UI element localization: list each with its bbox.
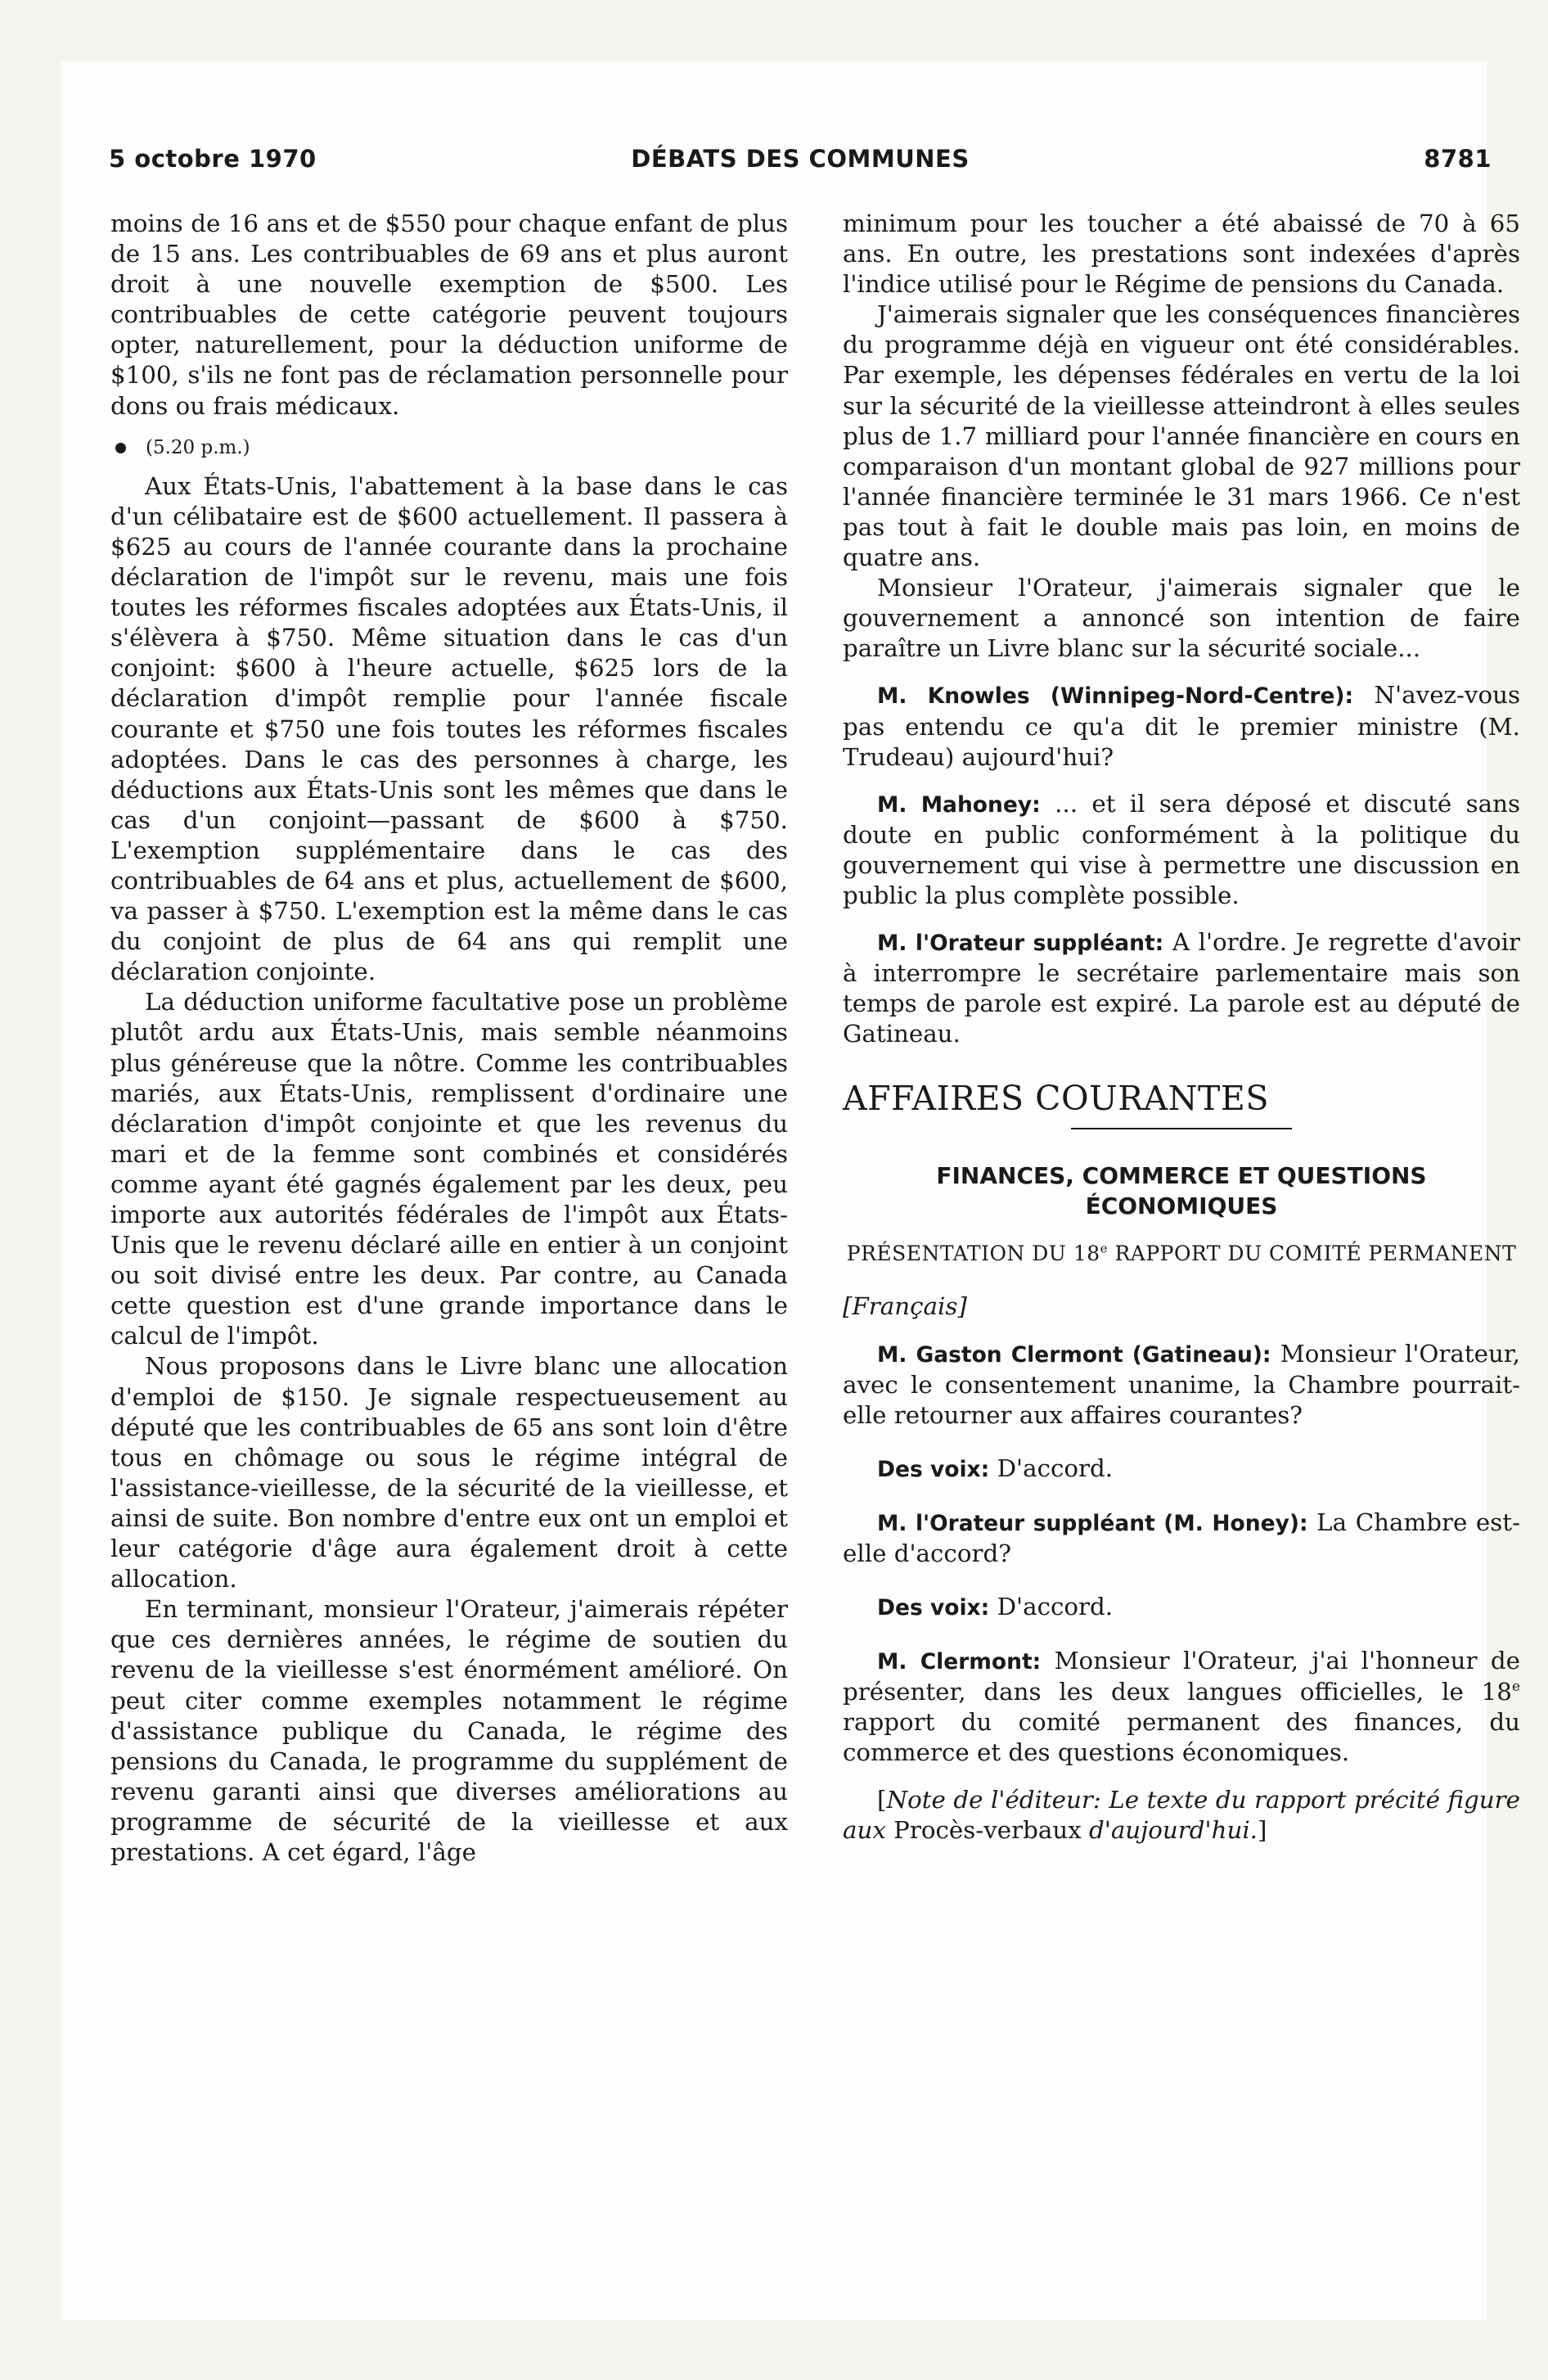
language-tag (843, 1291, 1520, 1322)
speaker-name: M. Gaston Clermont (Gatineau): (877, 1341, 1271, 1368)
speech-acting-speaker (843, 927, 1520, 1049)
speaker-name: M. l'Orateur suppléant: (877, 931, 1164, 957)
speech-text: Monsieur l'Orateur, avec le consentement unanime, la Chambre pourrait-elle retourner aux affaires courantes? (843, 1339, 1520, 1429)
header-page-number: 8781 (1424, 145, 1492, 173)
bullet-icon (115, 443, 126, 453)
speech-honey (843, 1508, 1520, 1569)
speech-clermont-2 (843, 1646, 1520, 1768)
left-column (110, 209, 788, 1868)
left-paragraph-1: moins de 16 ans et de $550 pour chaque enfant de plus de 15 ans. Les contribuables de 69 ans et plus auront droit à une nouvelle exemption de $500. Les contribuables de cette catégorie peuvent toujours opter, naturellement, pour la déduction uniforme de $100, s'ils ne font pas de réclamation personnelle pour dons ou frais médicaux. (110, 210, 788, 420)
note-roman: Procès-verbaux (885, 1815, 1090, 1844)
note-bracket-close: ] (1258, 1815, 1267, 1844)
left-paragraph-2: Aux États-Unis, l'abattement à la base dans le cas d'un célibataire est de $600 actuellement. Il passera à $625 au cours de l'année courante dans la prochaine déclaration de l'impôt sur le revenu, mais une fois toutes les réformes fiscales adoptées aux États-Unis, il s'élèvera à $750. Même situation dans le cas d'un conjoint: $600 à l'heure actuelle, $625 lors de la déclaration d'impôt remplie pour l'année fiscale courante et $750 une fois toutes les réformes fiscales adoptées. Dans le cas des personnes à charge, les déductions aux États-Unis sont les mêmes que dans le cas d'un conjoint—passant de $600 à $750. L'exemption supplémentaire dans le cas des contribuables de 64 ans et plus, actuellement de $600, va passer à $750. L'exemption est la même dans le cas du conjoint de plus de 64 ans qui remplit une déclaration conjointe. (110, 471, 788, 986)
speech-knowles (843, 680, 1520, 772)
speech-clermont-1 (843, 1339, 1520, 1431)
subsection-title: FINANCES, COMMERCE ET QUESTIONS ÉCONOMIQUES (936, 1162, 1427, 1220)
header-title: DÉBATS DES COMMUNES (631, 145, 970, 173)
language-tag-text: [Français] (843, 1292, 967, 1321)
right-column (843, 209, 1520, 1846)
speech-text: N'avez-vous pas entendu ce qu'a dit le premier ministre (M. Trudeau) aujourd'hui? (843, 681, 1520, 771)
speech-sup: e (1511, 1679, 1520, 1696)
right-paragraph-3: Monsieur l'Orateur, j'aimerais signaler que le gouvernement a annoncé son intention de faire paraître un Livre blanc sur la sécurité sociale... (843, 574, 1520, 663)
editor-note (843, 1785, 1520, 1846)
note-italic: Note de l'éditeur: Le texte du rapport précité figure aux (843, 1785, 1520, 1844)
header-date: 5 octobre 1970 (109, 145, 317, 173)
section-title: AFFAIRES COURANTES (843, 1079, 1269, 1119)
speech-text: D'accord. (997, 1593, 1114, 1621)
report-heading-sup: e (1100, 1242, 1109, 1257)
note-bracket-open: [ (877, 1785, 887, 1814)
left-paragraph-3: La déduction uniforme facultative pose un problème plutôt ardu aux États-Unis, mais semble néanmoins plus généreuse que la nôtre. Comme les contribuables mariés, aux États-Unis, remplissent d'ordinaire une déclaration d'impôt conjointe et que les revenus du mari et de la femme sont combinés et considérés comme ayant été gagnés également par les deux, peu importe aux autorités fédérales de l'impôt aux États-Unis que le revenu déclaré aille en entier à un conjoint ou soit divisé entre les deux. Par contre, au Canada cette question est d'une grande importance dans le calcul de l'impôt. (110, 988, 788, 1350)
report-heading-post: RAPPORT DU COMITÉ PERMANENT (1108, 1242, 1517, 1266)
page (61, 61, 1520, 2320)
time-marker-text: (5.20 p.m.) (146, 436, 250, 458)
time-marker (110, 433, 788, 463)
speech-voices-1 (843, 1454, 1520, 1485)
speech-text-post: rapport du comité permanent des finances, du commerce et des questions économiques. (843, 1708, 1520, 1767)
speaker-name: M. Clermont: (877, 1649, 1042, 1675)
speech-text: A l'ordre. Je regrette d'avoir à interrompre le secrétaire parlementaire mais son temps de parole est expiré. La parole est au député de Gatineau. (843, 928, 1520, 1048)
note-italic-2: d'aujourd'hui. (1089, 1815, 1258, 1844)
speech-text-pre: Monsieur l'Orateur, j'ai l'honneur de présenter, dans les deux langues officielles, le 18 (843, 1647, 1520, 1706)
speaker-name: M. Knowles (Winnipeg-Nord-Centre): (877, 683, 1354, 710)
speaker-name: M. l'Orateur suppléant (M. Honey): (877, 1510, 1308, 1536)
report-heading-pre: PRÉSENTATION DU 18 (846, 1242, 1100, 1266)
speech-text: La Chambre est-elle d'accord? (843, 1508, 1520, 1567)
speech-text: D'accord. (997, 1454, 1114, 1482)
page-header (109, 145, 1492, 181)
speech-text: ... et il sera déposé et discuté sans doute en public conformément à la politique du gouvernement qui vise à permettre une discussion en public la plus complète possible. (843, 789, 1520, 909)
left-paragraph-5: En terminant, monsieur l'Orateur, j'aimerais répéter que ces dernières années, le régime de soutien du revenu de la vieillesse s'est énormément amélioré. On peut citer comme exemples notamment le régime d'assistance publique du Canada, le régime des pensions du Canada, le programme du supplément de revenu garanti ainsi que diverses améliorations au programme de sécurité de la vieillesse et aux prestations. A cet égard, l'âge (110, 1595, 788, 1866)
right-paragraph-1: minimum pour les toucher a été abaissé de 70 à 65 ans. En outre, les prestations sont indexées d'après l'indice utilisé pour le Régime de pensions du Canada. (843, 210, 1520, 299)
left-paragraph-4: Nous proposons dans le Livre blanc une allocation d'emploi de $150. Je signale respectueusement au député que les contribuables de 65 ans sont loin d'être tous en chômage ou sous le régime intégral de l'assistance-vieillesse, de la sécurité de la vieillesse, et ainsi de suite. Bon nombre d'entre eux ont un emploi et leur catégorie d'âge aura également droit à cette allocation. (110, 1352, 788, 1593)
speaker-name: Des voix: (877, 1595, 990, 1621)
report-heading (843, 1241, 1520, 1267)
speech-voices-2 (843, 1592, 1520, 1623)
speaker-name: M. Mahoney: (877, 791, 1041, 818)
right-paragraph-2: J'aimerais signaler que les conséquences financières du programme déjà en vigueur ont été considérables. Par exemple, les dépenses fédérales en vertu de la loi sur la sécurité de la vieillesse atteindront à elles seules plus de 1.7 milliard pour l'année financière en cours en comparaison d'un montant global de 927 millions pour l'année financière terminée le 31 mars 1966. Ce n'est pas tout à fait le double mais pas loin, en moins de quatre ans. (843, 300, 1520, 572)
section-divider (1071, 1128, 1292, 1129)
speaker-name: Des voix: (877, 1456, 990, 1482)
speech-mahoney (843, 789, 1520, 911)
